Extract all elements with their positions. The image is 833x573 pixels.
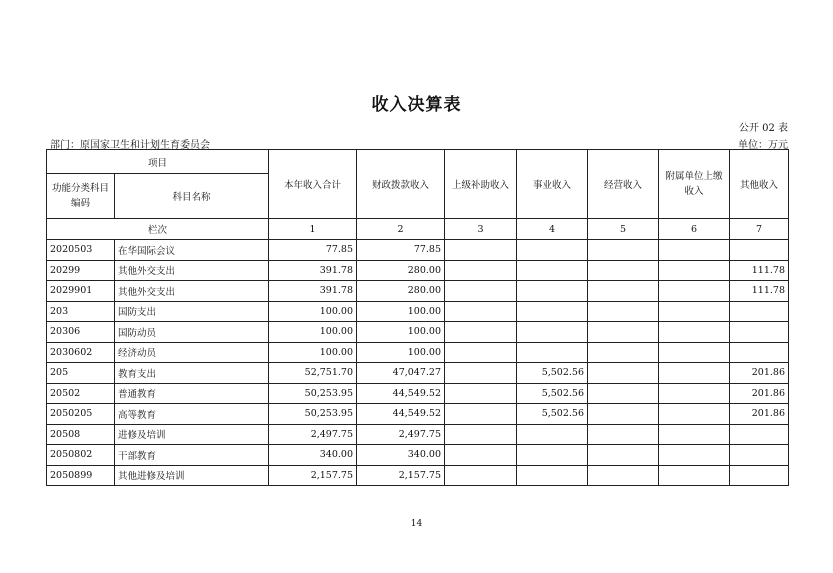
header-col-business: 事业收入 (517, 150, 588, 219)
cell-value (445, 240, 517, 261)
cell-value (517, 260, 588, 281)
cell-value: 2,157.75 (357, 465, 445, 486)
cell-value (445, 404, 517, 425)
cell-code: 205 (47, 363, 115, 384)
cell-value (445, 363, 517, 384)
header-func-code: 功能分类科目编码 (47, 174, 115, 219)
cell-code: 2050899 (47, 465, 115, 486)
cell-value (730, 342, 789, 363)
cell-value (730, 322, 789, 343)
cell-code: 20502 (47, 383, 115, 404)
income-table (46, 149, 789, 486)
table-row (47, 404, 789, 425)
cell-value: 201.86 (730, 383, 789, 404)
cell-value (730, 240, 789, 261)
cell-value: 280.00 (357, 260, 445, 281)
cell-name: 教育支出 (115, 363, 269, 384)
cell-value (730, 445, 789, 466)
cell-code: 20508 (47, 424, 115, 445)
header-col-superior: 上级补助收入 (445, 150, 517, 219)
cell-value (445, 342, 517, 363)
table-row (47, 260, 789, 281)
cell-value (517, 240, 588, 261)
cell-value (588, 260, 659, 281)
cell-value (445, 281, 517, 302)
cell-value (659, 240, 730, 261)
header-subject-name: 科目名称 (115, 174, 269, 219)
cell-value: 201.86 (730, 363, 789, 384)
header-project: 项目 (47, 150, 269, 174)
cell-value (588, 383, 659, 404)
table-row (47, 445, 789, 466)
cell-value (730, 301, 789, 322)
cell-value: 44,549.52 (357, 404, 445, 425)
cell-name: 其他进修及培训 (115, 465, 269, 486)
cell-value: 100.00 (269, 342, 357, 363)
cell-value: 201.86 (730, 404, 789, 425)
cell-value: 50,253.95 (269, 404, 357, 425)
cell-name: 国防动员 (115, 322, 269, 343)
cell-value (730, 424, 789, 445)
cell-value (445, 465, 517, 486)
cell-value (445, 260, 517, 281)
cell-name: 干部教育 (115, 445, 269, 466)
cell-value (659, 465, 730, 486)
cell-value: 77.85 (357, 240, 445, 261)
cell-code: 2020503 (47, 240, 115, 261)
col-number: 5 (588, 219, 659, 240)
cell-value (588, 301, 659, 322)
table-row (47, 465, 789, 486)
cell-value: 100.00 (357, 342, 445, 363)
col-number: 4 (517, 219, 588, 240)
cell-value (588, 445, 659, 466)
cell-value (659, 383, 730, 404)
cell-value (445, 445, 517, 466)
cell-name: 在华国际会议 (115, 240, 269, 261)
cell-value: 391.78 (269, 260, 357, 281)
form-number: 公开 02 表 (738, 123, 788, 134)
col-number: 3 (445, 219, 517, 240)
cell-value: 280.00 (357, 281, 445, 302)
cell-value (659, 281, 730, 302)
cell-value (517, 301, 588, 322)
col-number: 1 (269, 219, 357, 240)
page-number: 14 (410, 519, 423, 529)
cell-value: 2,157.75 (269, 465, 357, 486)
cell-value: 5,502.56 (517, 404, 588, 425)
cell-value (517, 424, 588, 445)
table-row (47, 424, 789, 445)
cell-value (517, 445, 588, 466)
table-row (47, 281, 789, 302)
cell-value: 340.00 (269, 445, 357, 466)
cell-value: 340.00 (357, 445, 445, 466)
col-number: 2 (357, 219, 445, 240)
page-title: 收入决算表 (371, 95, 462, 115)
col-number: 7 (730, 219, 789, 240)
cell-name: 进修及培训 (115, 424, 269, 445)
row-label: 栏次 (47, 219, 269, 240)
cell-name: 其他外交支出 (115, 260, 269, 281)
header-col-affiliated: 附属单位上缴收入 (659, 150, 730, 219)
cell-name: 经济动员 (115, 342, 269, 363)
cell-value (588, 281, 659, 302)
header-col-total: 本年收入合计 (269, 150, 357, 219)
cell-value: 52,751.70 (269, 363, 357, 384)
cell-value (445, 322, 517, 343)
cell-value (659, 363, 730, 384)
header-col-operating: 经营收入 (588, 150, 659, 219)
cell-value (588, 240, 659, 261)
cell-code: 2030602 (47, 342, 115, 363)
table-row (47, 322, 789, 343)
cell-value (659, 445, 730, 466)
cell-code: 2050802 (47, 445, 115, 466)
cell-name: 高等教育 (115, 404, 269, 425)
cell-value: 47,047.27 (357, 363, 445, 384)
table-row (47, 240, 789, 261)
col-number: 6 (659, 219, 730, 240)
cell-value: 100.00 (269, 322, 357, 343)
cell-value: 50,253.95 (269, 383, 357, 404)
cell-value: 77.85 (269, 240, 357, 261)
cell-value (588, 465, 659, 486)
cell-value (445, 383, 517, 404)
cell-value (659, 260, 730, 281)
cell-value: 5,502.56 (517, 363, 588, 384)
cell-value: 100.00 (357, 322, 445, 343)
cell-name: 其他外交支出 (115, 281, 269, 302)
cell-value (517, 342, 588, 363)
cell-value (659, 424, 730, 445)
header-col-fiscal: 财政拨款收入 (357, 150, 445, 219)
header-col-other: 其他收入 (730, 150, 789, 219)
cell-value (659, 404, 730, 425)
cell-value: 100.00 (357, 301, 445, 322)
table-row (47, 383, 789, 404)
cell-value: 2,497.75 (269, 424, 357, 445)
table-row (47, 363, 789, 384)
cell-value: 111.78 (730, 260, 789, 281)
cell-value (517, 281, 588, 302)
cell-value (588, 363, 659, 384)
cell-code: 2050205 (47, 404, 115, 425)
cell-value: 5,502.56 (517, 383, 588, 404)
cell-code: 20299 (47, 260, 115, 281)
cell-code: 2029901 (47, 281, 115, 302)
cell-value (588, 342, 659, 363)
cell-value: 391.78 (269, 281, 357, 302)
cell-value (517, 322, 588, 343)
cell-value (588, 424, 659, 445)
cell-value (445, 424, 517, 445)
column-number-row (47, 219, 789, 240)
cell-value: 100.00 (269, 301, 357, 322)
cell-value (588, 322, 659, 343)
cell-value (730, 465, 789, 486)
cell-name: 普通教育 (115, 383, 269, 404)
cell-value (659, 342, 730, 363)
cell-value: 2,497.75 (357, 424, 445, 445)
cell-value: 44,549.52 (357, 383, 445, 404)
header-row (47, 150, 789, 174)
table-row (47, 301, 789, 322)
cell-value (659, 322, 730, 343)
cell-value: 111.78 (730, 281, 789, 302)
cell-value (517, 465, 588, 486)
department-label: 部门：原国家卫生和计划生育委员会 (50, 140, 210, 151)
cell-value (659, 301, 730, 322)
cell-name: 国防支出 (115, 301, 269, 322)
cell-code: 203 (47, 301, 115, 322)
unit-label: 单位：万元 (738, 140, 788, 151)
cell-value (588, 404, 659, 425)
table-row (47, 342, 789, 363)
cell-value (445, 301, 517, 322)
cell-code: 20306 (47, 322, 115, 343)
